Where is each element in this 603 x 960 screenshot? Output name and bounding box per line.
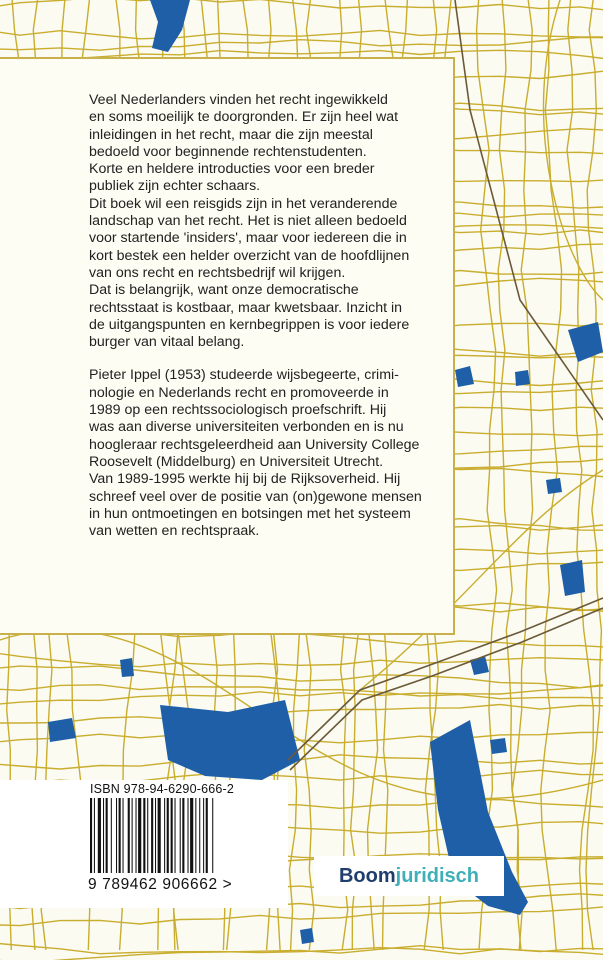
barcode-bar-24: [188, 798, 189, 873]
barcode-bar-9: [128, 798, 130, 873]
publisher-logo: [314, 856, 504, 896]
barcode-bar-4: [106, 798, 108, 873]
street-37: [0, 685, 603, 699]
street-3: [0, 37, 603, 50]
isbn-label: ISBN 978-94-6290-666-2: [90, 782, 235, 796]
barcode-digits: 9 789462 906662 >: [88, 876, 233, 893]
barcode-bar-21: [175, 798, 176, 873]
barcode-bar-25: [190, 798, 193, 873]
street-74: [498, 0, 522, 950]
barcode-bar-1: [94, 798, 95, 873]
barcode-bar-29: [206, 798, 208, 873]
barcode-bar-7: [119, 798, 121, 873]
barcode-bar-27: [199, 798, 200, 873]
barcode-bar-18: [164, 798, 165, 873]
barcode-bar-16: [155, 798, 156, 873]
barcode-bar-3: [103, 798, 104, 873]
barcode-bar-12: [138, 798, 141, 873]
barcode-bar-17: [158, 798, 161, 873]
water-pond-5: [515, 370, 530, 386]
street-1: [0, 0, 603, 12]
barcode-bar-19: [167, 798, 169, 873]
barcode-bar-11: [136, 798, 137, 873]
barcode-bar-2: [98, 798, 101, 873]
street-75: [512, 0, 532, 950]
street-82: [544, 0, 603, 300]
water-pond-6: [490, 738, 507, 754]
water-pond-4: [48, 718, 76, 742]
water-pond-3: [560, 560, 585, 596]
barcode-bar-23: [182, 798, 184, 873]
publisher-logo-boom: Boom: [338, 864, 396, 887]
water-pond-10: [300, 928, 314, 944]
barcode-bar-26: [195, 798, 196, 873]
barcode-bar-14: [147, 798, 148, 873]
author-bio-paragraph: Pieter Ippel (1953) studeerde wijsbegeerte, crimi- nologie en Nederlands recht en promoveerde in 1989 op een rechtssociologisch proefschrift. Hij was aan diverse universiteiten verbonden en is nu hoogleraar rechtsgeleerdheid aan University College Roosevelt (Middelburg) en Universiteit Utrecht. Van 1989-1995 werkte hij bij de Rijksoverheid. Hij schreef veel over de positie van (on)gewone mensen in hun ontmoetingen en botsingen met het systeem van wetten en rechtspraak.: [89, 367, 422, 540]
barcode-bar-0: [90, 798, 92, 873]
water-pond-9: [120, 658, 134, 677]
barcode-bar-30: [212, 798, 213, 873]
street-50: [0, 943, 603, 954]
water-lake-middle: [160, 700, 300, 780]
barcode-bar-8: [123, 798, 124, 873]
street-39: [0, 705, 603, 724]
street-2: [0, 30, 603, 38]
water-pond-8: [546, 478, 562, 494]
street-38: [0, 683, 603, 705]
barcode-bar-15: [151, 798, 153, 873]
street-41: [0, 755, 603, 769]
barcode-bar-5: [111, 798, 112, 873]
water-pond-2: [455, 366, 474, 387]
publisher-logo-juridisch: juridisch: [395, 864, 480, 887]
blurb-text: [89, 92, 449, 556]
blurb-paragraph-1: Veel Nederlanders vinden het recht ingewikkeld en soms moeilijk te doorgronden. Er zijn heel wat inleidingen in het recht, maar die zijn meestal bedoeld voor beginnende rechtenstudenten. Korte en heldere introducties voor een breder publiek zijn echter schaars. Dit boek wil een reisgids zijn in het veranderende landschap van het recht. Het is niet alleen bedoeld voor startende 'insiders', maar voor iedereen die in kort bestek een helder overzicht van de hoofdlijnen van ons recht en rechtsbedrijf wil krijgen. Dat is belangrijk, want onze democratische rechtsstaat is kostbaar, maar kwetsbaar. Inzicht in de uitgangspunten en kernbegrippen is voor iedere burger van vitaal belang.: [89, 92, 410, 351]
barcode-bar-10: [132, 798, 133, 873]
barcode-bar-13: [143, 798, 145, 873]
water-pond-1: [568, 322, 603, 362]
barcode-bar-28: [203, 798, 204, 873]
street-35: [0, 652, 603, 666]
barcode-image: [90, 798, 258, 873]
barcode-bar-20: [171, 798, 173, 873]
barcode-bar-6: [116, 798, 117, 873]
barcode-bar-22: [180, 798, 181, 873]
street-76: [541, 0, 562, 950]
